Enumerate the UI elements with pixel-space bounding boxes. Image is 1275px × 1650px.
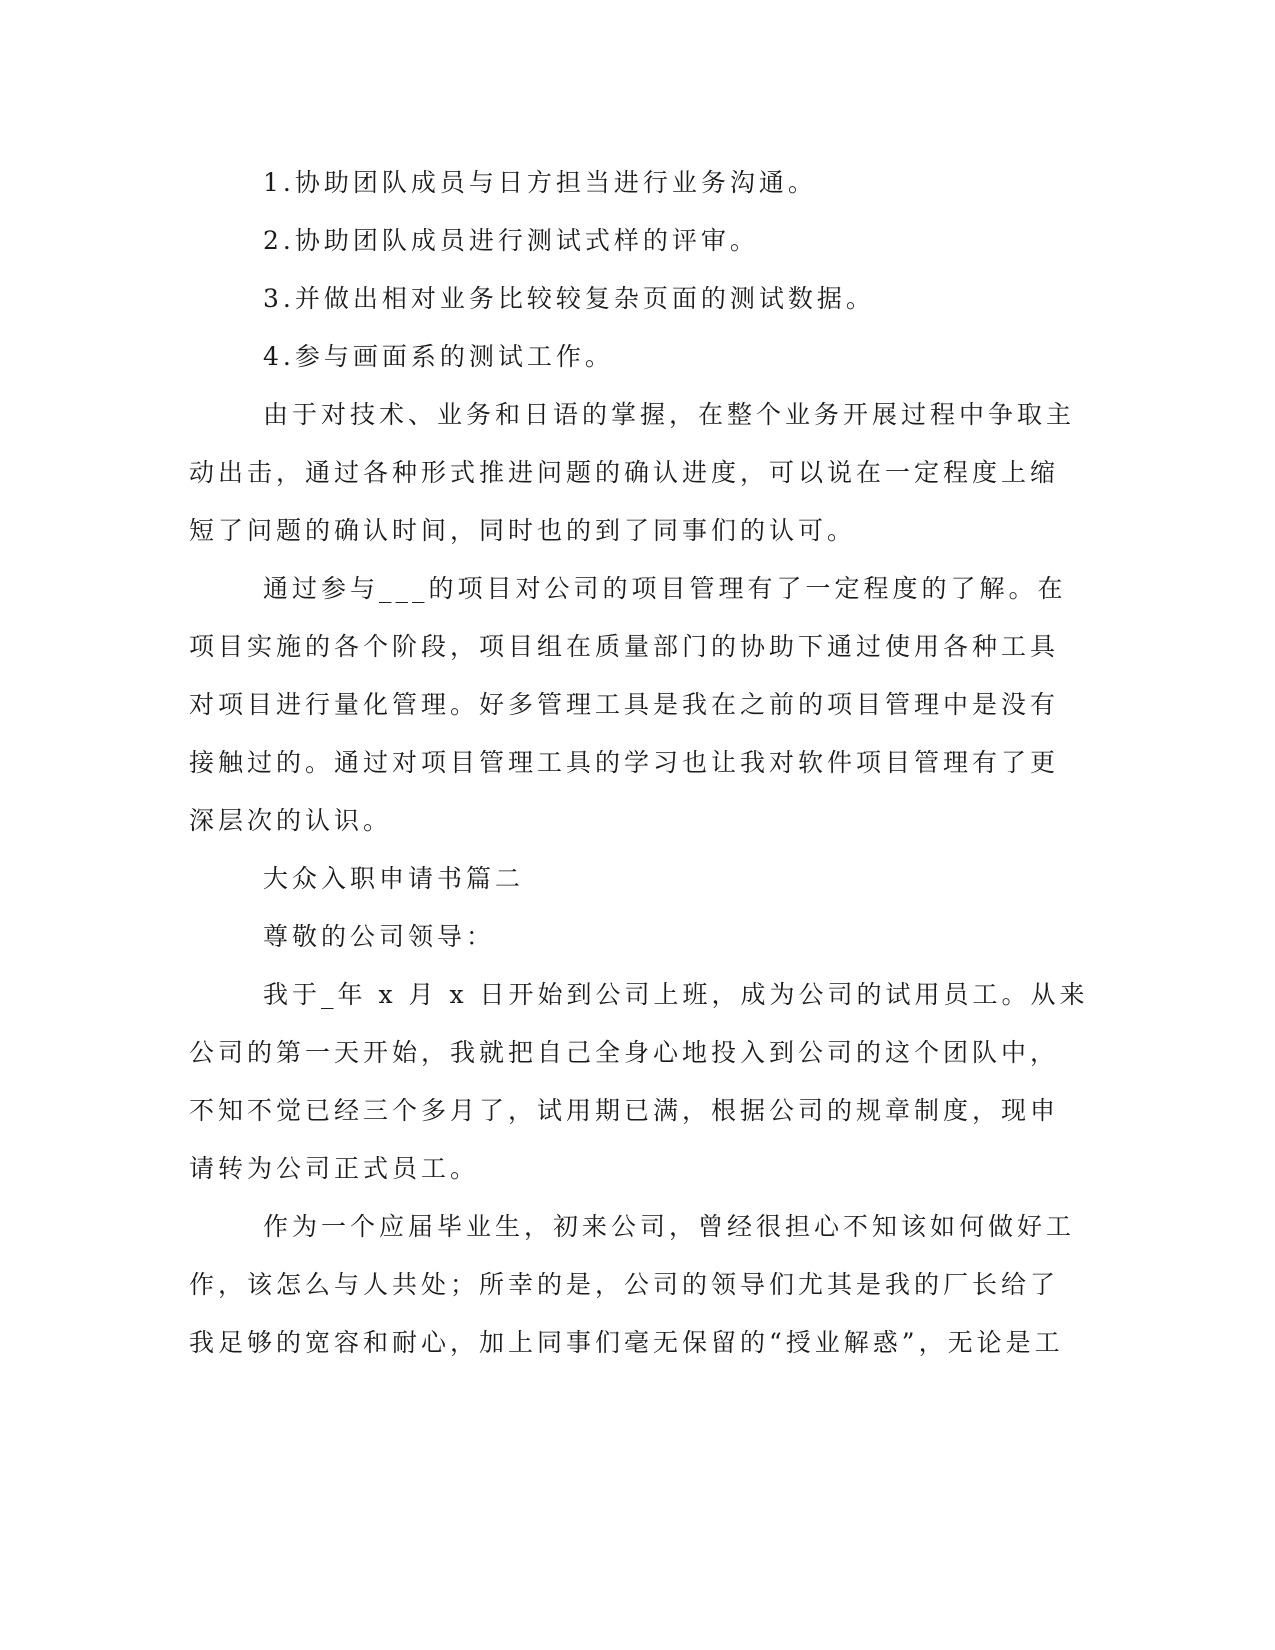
text-line: 项目实施的各个阶段，项目组在质量部门的协助下通过使用各种工具 bbox=[189, 632, 1060, 661]
text-line: 对项目进行量化管理。好多管理工具是我在之前的项目管理中是没有 bbox=[189, 690, 1060, 719]
text-line: 动出击，通过各种形式推进问题的确认进度，可以说在一定程度上缩 bbox=[189, 458, 1060, 487]
text-line: 1.协助团队成员与日方担当进行业务沟通。 bbox=[263, 168, 817, 197]
text-line: 4.参与画面系的测试工作。 bbox=[263, 342, 614, 371]
text-line: 不知不觉已经三个多月了，试用期已满，根据公司的规章制度，现申 bbox=[189, 1096, 1060, 1125]
text-line: 3.并做出相对业务比较较复杂页面的测试数据。 bbox=[263, 284, 875, 313]
text-line: 我于_年 x 月 x 日开始到公司上班，成为公司的试用员工。从来 bbox=[263, 980, 1089, 1009]
section-heading: 大众入职申请书篇二 bbox=[263, 864, 525, 893]
text-line: 公司的第一天开始，我就把自己全身心地投入到公司的这个团队中， bbox=[189, 1038, 1060, 1067]
text-line: 我足够的宽容和耐心，加上同事们毫无保留的“授业解惑”，无论是工 bbox=[189, 1328, 1064, 1357]
text-line: 通过参与___的项目对公司的项目管理有了一定程度的了解。在 bbox=[263, 574, 1067, 603]
text-line: 接触过的。通过对项目管理工具的学习也让我对软件项目管理有了更 bbox=[189, 748, 1060, 777]
text-line: 作，该怎么与人共处；所幸的是，公司的领导们尤其是我的厂长给了 bbox=[189, 1270, 1060, 1299]
text-line: 深层次的认识。 bbox=[189, 806, 393, 835]
text-line: 短了问题的确认时间，同时也的到了同事们的认可。 bbox=[189, 516, 857, 545]
text-line: 作为一个应届毕业生，初来公司，曾经很担心不知该如何做好工 bbox=[263, 1212, 1076, 1241]
salutation: 尊敬的公司领导： bbox=[263, 922, 496, 951]
text-line: 由于对技术、业务和日语的掌握，在整个业务开展过程中争取主 bbox=[263, 400, 1076, 429]
text-line: 请转为公司正式员工。 bbox=[189, 1154, 480, 1183]
text-line: 2.协助团队成员进行测试式样的评审。 bbox=[263, 226, 759, 255]
